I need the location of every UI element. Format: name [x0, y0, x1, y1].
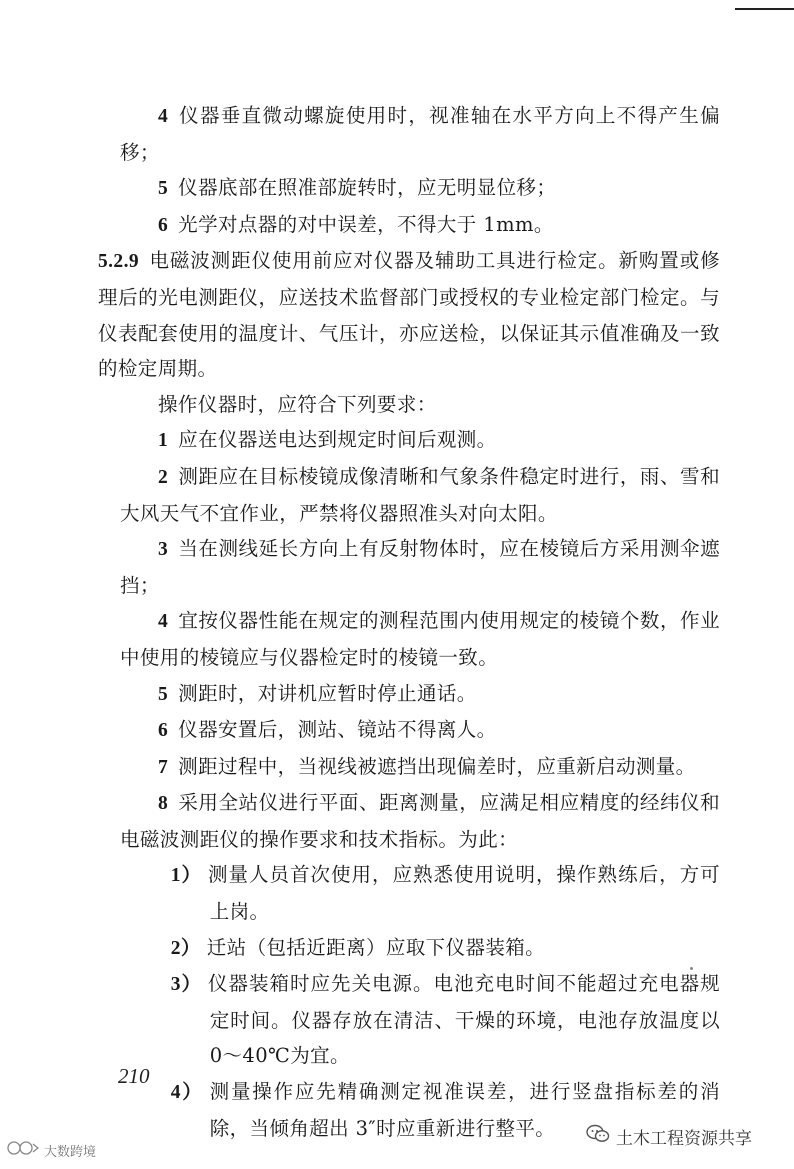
list-item: 3 当在测线延长方向上有反射物体时，应在棱镜后方采用测伞遮挡；: [120, 537, 720, 597]
header-rule: [735, 0, 794, 10]
list-item: 5 测距时，对讲机应暂时停止通话。: [158, 681, 477, 705]
list-item: 8 采用全站仪进行平面、距离测量，应满足相应精度的经纬仪和电磁波测距仪的操作要求和技术指标。为此：: [120, 791, 720, 851]
sub-item: 4） 测量操作应先精确测定视准误差，进行竖盘指标差的消除，当倾角超出 3″时应重新进行整平。: [170, 1080, 720, 1140]
watermark-right: [586, 1124, 752, 1149]
document-body: [98, 98, 720, 1146]
list-item: 5 仪器底部在照准部旋转时，应无明显位移；: [158, 176, 557, 200]
scan-speck: [690, 967, 693, 970]
sub-item: 3） 仪器装箱时应先关电源。电池充电时间不能超过充电器规定时间。仪器存放在清洁、干燥的环境，电池存放温度以 0～40℃为宜。: [170, 972, 720, 1068]
list-item: 6 光学对点器的对中误差，不得大于 1mm。: [158, 212, 554, 236]
page-number: 210: [118, 1064, 150, 1088]
sub-item: 1） 测量人员首次使用，应熟悉使用说明，操作熟练后，方可上岗。: [170, 863, 720, 924]
watermark-left: [6, 1140, 96, 1160]
list-item: 2 测距应在目标棱镜成像清晰和气象条件稳定时进行，雨、雪和大风天气不宜作业，严禁将仪器照准头对向太阳。: [120, 464, 720, 525]
list-item: 7 测距过程中，当视线被遮挡出现偏差时，应重新启动测量。: [158, 754, 696, 778]
list-item: 1 应在仪器送电达到规定时间后观测。: [158, 428, 497, 452]
list-item: 4 仪器垂直微动螺旋使用时，视准轴在水平方向上不得产生偏移；: [120, 104, 720, 164]
section-clause: 5.2.9 电磁波测距仪使用前应对仪器及辅助工具进行检定。新购置或修理后的光电测距仪，应送技术监督部门或授权的专业检定部门检定。与仪表配套使用的温度计、气压计，亦应送检，以保证其示值准确及一致的检定周期。: [98, 249, 720, 381]
list-item: 6 仪器安置后，测站、镜站不得离人。: [158, 718, 497, 742]
watermark-left-text: 大数跨境: [44, 1144, 97, 1160]
paragraph: 操作仪器时，应符合下列要求：: [158, 392, 437, 416]
list-item: 4 宜按仪器性能在规定的测程范围内使用规定的棱镜个数，作业中使用的棱镜应与仪器检定时的棱镜一致。: [120, 609, 720, 669]
brand-icon: [6, 1140, 40, 1160]
wechat-icon: [586, 1124, 610, 1149]
watermark-right-text: 土木工程资源共享: [616, 1129, 752, 1149]
sub-item: 2） 迁站（包括近距离）应取下仪器装箱。: [170, 935, 546, 959]
